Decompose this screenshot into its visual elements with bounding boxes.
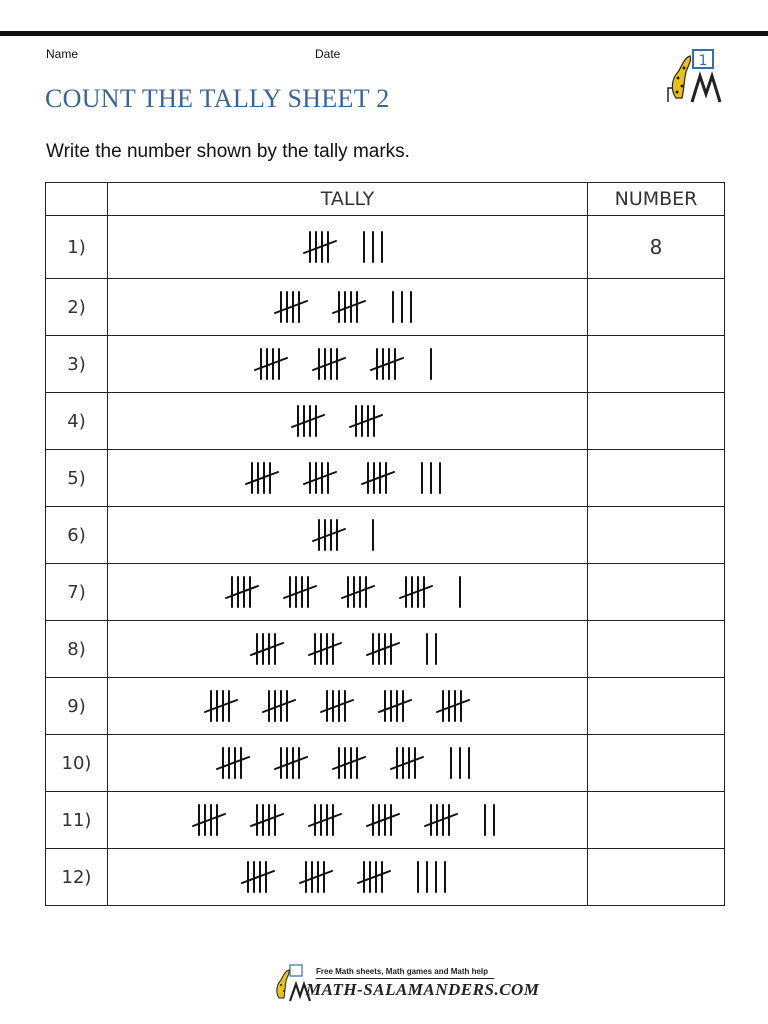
tally-cross-stroke: [379, 700, 411, 712]
question-number: 10): [46, 735, 108, 792]
footer-tagline: Free Math sheets, Math games and Math help: [316, 967, 489, 976]
tally-cell: [108, 279, 588, 336]
header-cell-index: [46, 183, 108, 216]
tally-cross-stroke: [246, 472, 278, 484]
question-number: 6): [46, 507, 108, 564]
tally-marks: [238, 859, 458, 895]
top-rule: [0, 31, 768, 36]
tally-cell: [108, 849, 588, 906]
question-number: 2): [46, 279, 108, 336]
question-number: 11): [46, 792, 108, 849]
tally-cross-stroke: [367, 643, 399, 655]
tally-cross-stroke: [362, 472, 394, 484]
tally-cell: [108, 678, 588, 735]
table-row: [46, 336, 725, 393]
svg-text:1: 1: [698, 53, 708, 69]
table-row: [46, 678, 725, 735]
tally-marks: [201, 688, 495, 724]
tally-marks: [222, 574, 473, 610]
footer-site-link[interactable]: MATH-SALAMANDERS.COM: [306, 980, 540, 999]
tally-cell: [108, 216, 588, 279]
tally-cell: [108, 621, 588, 678]
tally-cross-stroke: [226, 586, 258, 598]
instructions: Write the number shown by the tally marks.: [46, 141, 410, 162]
tally-cross-stroke: [367, 814, 399, 826]
answer-field[interactable]: [588, 450, 725, 507]
date-label: Date: [315, 47, 341, 61]
tally-cross-stroke: [309, 643, 341, 655]
table-row: [46, 621, 725, 678]
tally-cross-stroke: [333, 301, 365, 313]
answer-field[interactable]: [588, 735, 725, 792]
table-row: [46, 564, 725, 621]
tally-cross-stroke: [425, 814, 457, 826]
tally-cell: [108, 450, 588, 507]
table-row: [46, 450, 725, 507]
tally-cell: [108, 507, 588, 564]
tally-cross-stroke: [205, 700, 237, 712]
tally-cross-stroke: [304, 472, 336, 484]
question-number: 7): [46, 564, 108, 621]
tally-marks: [213, 745, 482, 781]
tally-cell: [108, 735, 588, 792]
header-cell-number: NUMBER: [588, 183, 725, 216]
tally-marks: [242, 460, 453, 496]
answer-field[interactable]: [588, 336, 725, 393]
tally-cross-stroke: [333, 757, 365, 769]
answer-field[interactable]: [588, 507, 725, 564]
tally-cross-stroke: [400, 586, 432, 598]
name-label: Name: [46, 47, 79, 61]
answer-field[interactable]: [588, 678, 725, 735]
tally-cross-stroke: [275, 757, 307, 769]
tally-cross-stroke: [217, 757, 249, 769]
tally-cross-stroke: [300, 871, 332, 883]
table-row: [46, 735, 725, 792]
footer: [270, 964, 540, 1004]
tally-cross-stroke: [313, 529, 345, 541]
table-row: [46, 849, 725, 906]
question-number: 9): [46, 678, 108, 735]
tally-cross-stroke: [437, 700, 469, 712]
salamander-logo-icon: [662, 48, 724, 104]
answer-field[interactable]: [588, 792, 725, 849]
footer-divider: [316, 978, 494, 979]
tally-cross-stroke: [304, 241, 336, 253]
table-row: [46, 216, 725, 279]
tally-cross-stroke: [284, 586, 316, 598]
tally-cross-stroke: [309, 814, 341, 826]
answer-field[interactable]: [588, 564, 725, 621]
tally-cross-stroke: [371, 358, 403, 370]
answer-field[interactable]: [588, 393, 725, 450]
tally-cross-stroke: [193, 814, 225, 826]
table-row: [46, 507, 725, 564]
tally-cross-stroke: [350, 415, 382, 427]
tally-marks: [288, 403, 408, 439]
tally-marks: [189, 802, 507, 838]
question-number: 12): [46, 849, 108, 906]
worksheet-title: COUNT THE TALLY SHEET 2: [45, 84, 390, 113]
tally-cell: [108, 393, 588, 450]
question-number: 3): [46, 336, 108, 393]
table-row: [46, 393, 725, 450]
tally-cross-stroke: [358, 871, 390, 883]
tally-cross-stroke: [263, 700, 295, 712]
tally-cell: [108, 792, 588, 849]
tally-cell: [108, 336, 588, 393]
tally-table: [45, 182, 725, 906]
tally-cross-stroke: [391, 757, 423, 769]
tally-cross-stroke: [321, 700, 353, 712]
tally-cell: [108, 564, 588, 621]
tally-cross-stroke: [342, 586, 374, 598]
header-cell-tally: TALLY: [108, 183, 588, 216]
question-number: 5): [46, 450, 108, 507]
question-number: 1): [46, 216, 108, 279]
tally-marks: [309, 517, 386, 553]
tally-marks: [300, 229, 395, 265]
question-number: 4): [46, 393, 108, 450]
answer-field[interactable]: [588, 621, 725, 678]
table-row: [46, 792, 725, 849]
tally-marks: [247, 631, 449, 667]
tally-marks: [251, 346, 444, 382]
answer-field[interactable]: [588, 279, 725, 336]
tally-cross-stroke: [275, 301, 307, 313]
answer-field[interactable]: [588, 849, 725, 906]
tally-marks: [271, 289, 424, 325]
tally-cross-stroke: [255, 358, 287, 370]
tally-cross-stroke: [242, 871, 274, 883]
tally-cross-stroke: [251, 814, 283, 826]
tally-cross-stroke: [292, 415, 324, 427]
question-number: 8): [46, 621, 108, 678]
tally-cross-stroke: [313, 358, 345, 370]
table-row: [46, 279, 725, 336]
tally-cross-stroke: [251, 643, 283, 655]
table-header-row: [46, 183, 725, 216]
answer-field[interactable]: 8: [588, 216, 725, 279]
